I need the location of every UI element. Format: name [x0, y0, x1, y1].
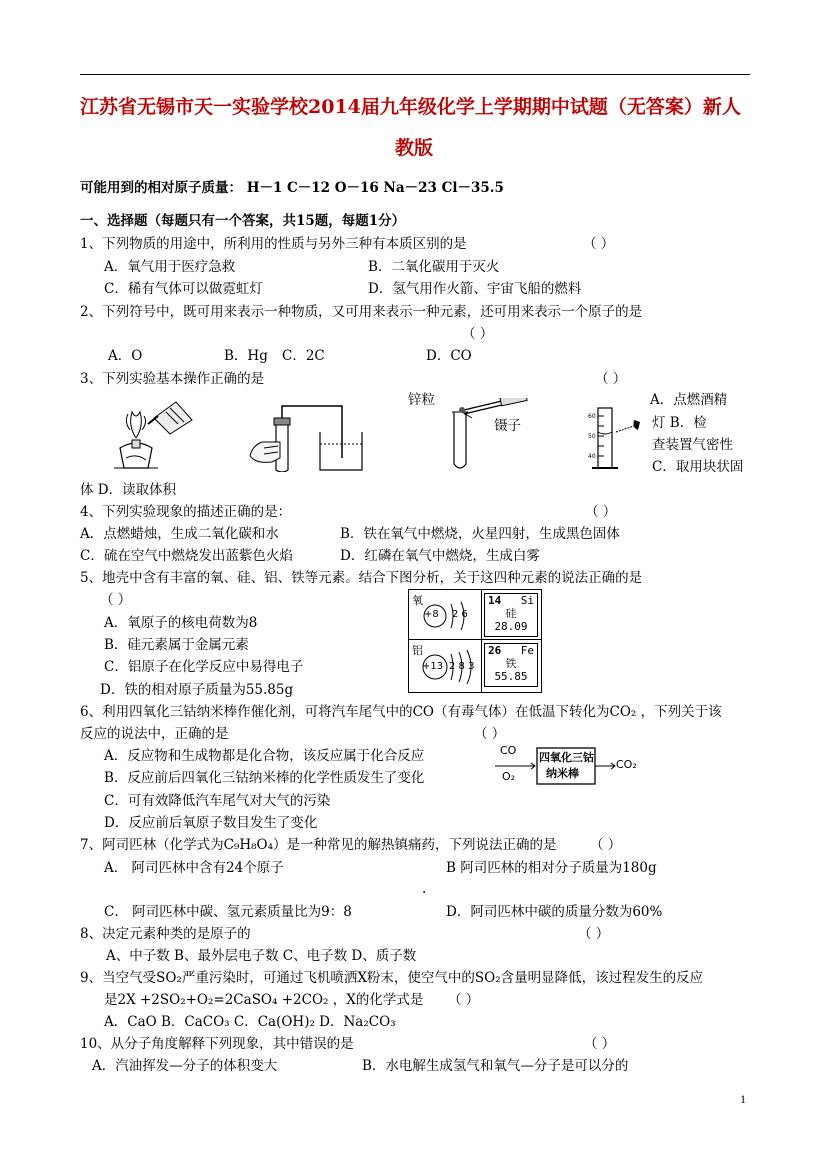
- q2-option-c: C．2C: [282, 348, 325, 364]
- airtightness-check-figure: [242, 402, 366, 472]
- silicon-name: 硅: [505, 607, 517, 620]
- q9-stem-line2: 是2X +2SO₂+O₂=2CaSO₄ +2CO₂ ，X的化学式是: [104, 992, 424, 1008]
- q5-option-c: C．铝原子在化学反应中易得电子: [104, 659, 304, 675]
- q6-option-b: B．反应前后四氧化三钴纳米棒的化学性质发生了变化: [104, 770, 425, 786]
- oxygen-shells: 2 6: [452, 609, 468, 620]
- page-number: 1: [740, 1092, 746, 1106]
- q4-option-b: B．铁在氧气中燃烧，火星四射，生成黑色固体: [340, 526, 620, 542]
- q6-answer-paren: （ ）: [474, 726, 506, 742]
- test-tube-tweezers-figure: [440, 398, 530, 474]
- iron-number: 26: [488, 644, 502, 657]
- q3-options-line5: 体 D．读取体积: [80, 482, 177, 498]
- q1-answer-paren: （ ）: [583, 236, 615, 252]
- svg-text:60: 60: [588, 413, 596, 420]
- q9-stem-line1: 9、当空气受SO₂严重污染时，可通过飞机喷洒X粉末，使空气中的SO₂含量明显降低，该过程发生的反应: [80, 970, 704, 986]
- q8-answer-paren: （ ）: [578, 926, 610, 942]
- aluminum-shells: 2 8 3: [449, 661, 475, 672]
- q10-stem: 10、从分子角度解释下列现象，其中错误的是: [80, 1036, 354, 1052]
- q7-stray-dot: .: [422, 881, 427, 897]
- silicon-cell: [484, 593, 538, 637]
- q4-option-c: C．硫在空气中燃烧发出蓝紫色火焰: [80, 548, 293, 564]
- iron-cell: [484, 643, 538, 687]
- q2-option-a: A．O: [108, 348, 143, 364]
- iron-name: 铁: [505, 657, 517, 670]
- q5-option-d: D．铁的相对原子质量为55.85g: [100, 682, 294, 698]
- q8-stem: 8、决定元素种类的是原子的: [80, 926, 251, 942]
- q9-answer-paren: （ ）: [448, 992, 480, 1008]
- q5-option-a: A．氧原子的核电荷数为8: [104, 615, 258, 631]
- svg-text:40: 40: [588, 453, 596, 460]
- page-title-line2: 教版: [395, 137, 434, 159]
- q1-stem: 1、下列物质的用途中，所利用的性质与另外三种有本质区别的是: [80, 236, 467, 252]
- q7-option-c: C． 阿司匹林中碳、氢元素质量比为9：8: [104, 904, 352, 920]
- q10-answer-paren: （ ）: [584, 1036, 616, 1052]
- q1-option-b: B．二氧化碳用于灭火: [368, 259, 500, 275]
- iron-symbol: Fe: [520, 644, 534, 657]
- oxygen-nucleus: +8: [424, 609, 439, 620]
- elements-figure: [408, 589, 542, 693]
- q4-answer-paren: （ ）: [585, 504, 617, 520]
- q7-stem: 7、阿司匹林（化学式为C₉H₈O₄）是一种常见的解热镇痛药，下列说法正确的是: [80, 837, 557, 853]
- q6-stem-line1: 6、利用四氧化三钴纳米棒作催化剂，可将汽车尾气中的CO（有毒气体）在低温下转化为CO₂ ，下列关于该: [80, 704, 722, 720]
- q4-stem: 4、下列实验现象的描述正确的是：: [80, 504, 292, 520]
- q3-label-tweezers: 镊子: [494, 418, 521, 434]
- reaction-input-o2: O₂: [502, 770, 516, 783]
- silicon-symbol: Si: [520, 594, 534, 607]
- q3-options-line2: 灯 B．检: [652, 415, 707, 431]
- q5-answer-paren: （ ）: [100, 592, 132, 608]
- q2-option-b: B．Hg: [224, 348, 268, 364]
- q7-option-d: D．阿司匹林中碳的质量分数为60%: [446, 904, 663, 920]
- q6-option-d: D．反应前后氧原子数目发生了变化: [104, 815, 318, 831]
- aluminum-label: 铝: [412, 644, 423, 657]
- q2-option-d: D．CO: [426, 348, 472, 364]
- q7-answer-paren: （ ）: [590, 837, 622, 853]
- q6-option-a: A．反应物和生成物都是化合物，该反应属于化合反应: [104, 748, 425, 764]
- graduated-cylinder-figure: [588, 404, 652, 472]
- q3-answer-paren: （ ）: [595, 371, 627, 387]
- page-title-line1: 江苏省无锡市天一实验学校2014届九年级化学上学期期中试题（无答案）新人: [80, 96, 741, 118]
- oxygen-label: 氧: [412, 594, 423, 607]
- silicon-number: 14: [488, 594, 502, 607]
- q7-option-b: B 阿司匹林的相对分子质量为180g: [446, 860, 657, 876]
- q3-label-zinc: 锌粒: [408, 392, 435, 408]
- q8-options: A、中子数 B、最外层电子数 C、电子数 D、质子数: [106, 948, 417, 964]
- q1-option-d: D．氢气用作火箭、宇宙飞船的燃料: [368, 281, 582, 297]
- q3-stem: 3、下列实验基本操作正确的是: [80, 371, 265, 387]
- q5-stem: 5、地壳中含有丰富的氧、硅、铝、铁等元素。结合下图分析，关于这四种元素的说法正确的是: [80, 570, 643, 586]
- q3-options-line3: 查装置气密性: [652, 437, 733, 453]
- reaction-input-co: CO: [500, 744, 517, 757]
- silicon-mass: 28.09: [494, 620, 528, 633]
- q4-option-a: A．点燃蜡烛，生成二氧化碳和水: [80, 526, 279, 542]
- q7-option-a: A． 阿司匹林中含有24个原子: [104, 860, 284, 876]
- q6-stem-line2: 反应的说法中，正确的是: [80, 726, 229, 742]
- iron-mass: 55.85: [494, 670, 528, 683]
- q10-option-b: B．水电解生成氢气和氧气—分子是可以分的: [362, 1058, 629, 1074]
- q3-options-line1: A．点燃酒精: [650, 392, 728, 408]
- q1-option-a: A．氧气用于医疗急救: [104, 259, 236, 275]
- q1-option-c: C．稀有气体可以做霓虹灯: [104, 281, 263, 297]
- aluminum-nucleus: +13: [422, 661, 444, 672]
- atomic-masses: 可能用到的相对原子质量： H－1 C－12 O－16 Na－23 Cl－35.5: [80, 180, 504, 196]
- reaction-catalyst-line1: 四氧化三钴: [539, 751, 594, 764]
- q2-stem: 2、下列符号中，既可用来表示一种物质，又可用来表示一种元素，还可用来表示一个原子的是: [80, 304, 643, 320]
- reaction-output-co2: CO₂: [616, 758, 637, 771]
- q5-option-b: B．硅元素属于金属元素: [104, 637, 249, 653]
- svg-text:50: 50: [588, 433, 596, 440]
- q9-options: A．CaO B．CaCO₃ C．Ca(OH)₂ D．Na₂CO₃: [104, 1014, 396, 1030]
- header-rule: [80, 74, 750, 75]
- q10-option-a: A．汽油挥发—分子的体积变大: [92, 1058, 278, 1074]
- q2-answer-paren: （ ）: [462, 326, 494, 342]
- q6-option-c: C．可有效降低汽车尾气对大气的污染: [104, 793, 331, 809]
- alcohol-lamp-figure: [106, 398, 194, 472]
- reaction-catalyst-line2: 纳米棒: [546, 767, 579, 780]
- q3-options-line4: C．取用块状固: [652, 459, 744, 475]
- q4-option-d: D．红磷在氧气中燃烧，生成白雾: [340, 548, 540, 564]
- section-heading: 一、选择题（每题只有一个答案，共15题，每题1分）: [80, 213, 406, 229]
